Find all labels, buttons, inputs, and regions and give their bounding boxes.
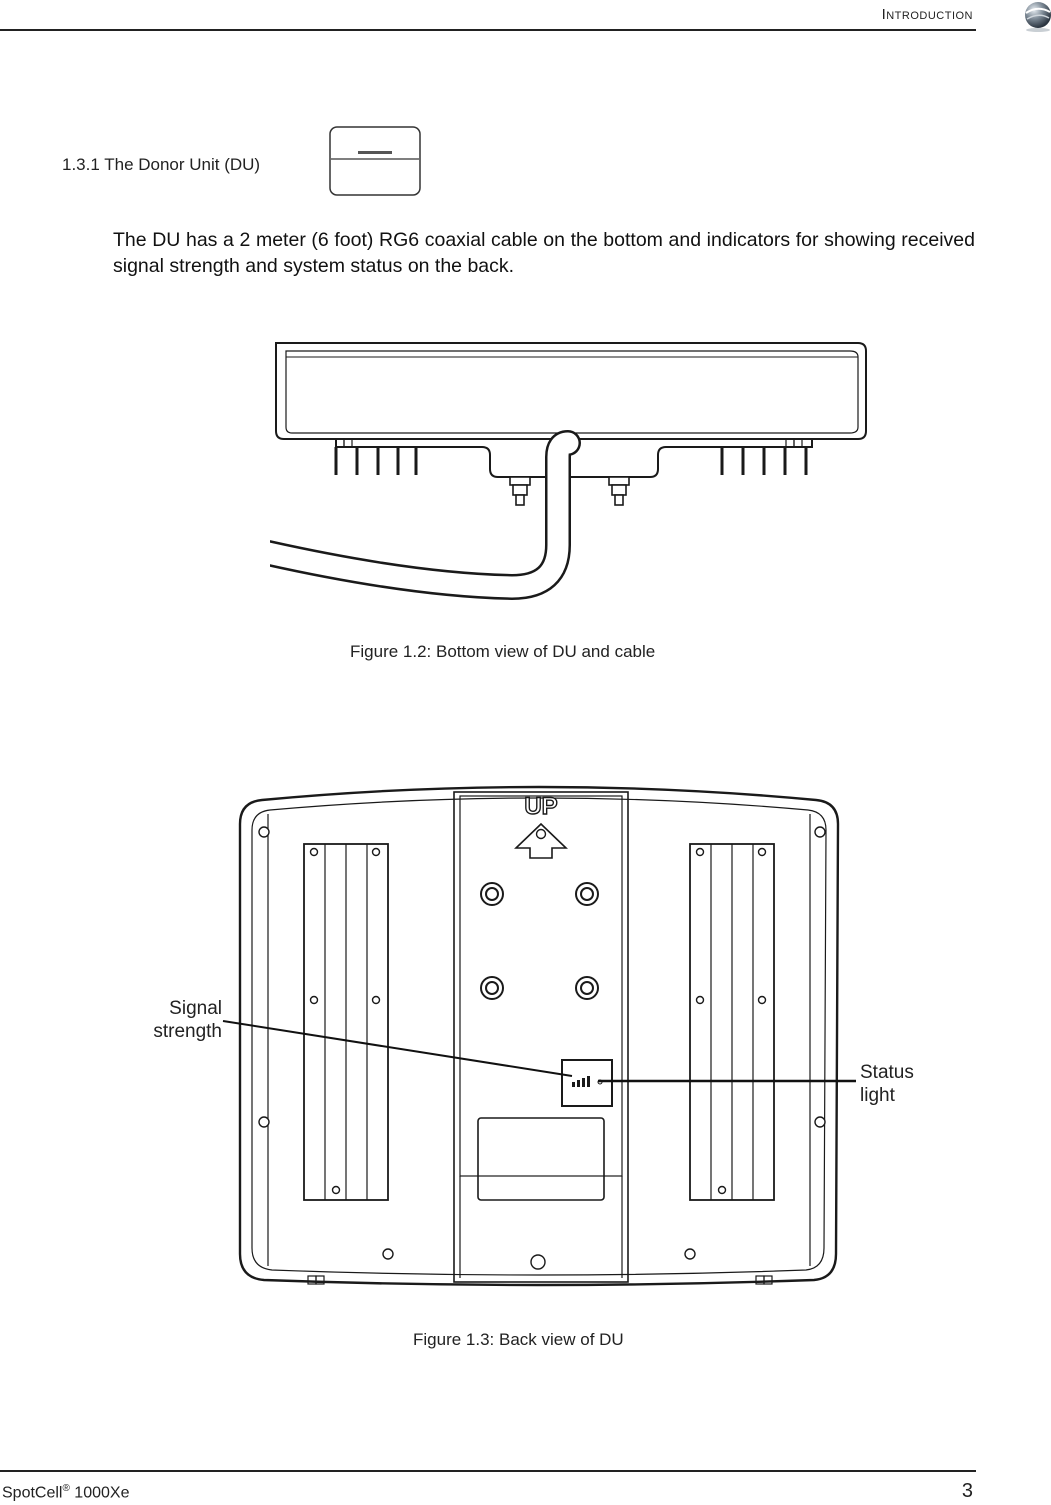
running-header-title: Introduction [881,6,973,23]
header-rule [0,29,976,31]
figure-caption-back-view: Figure 1.3: Back view of DU [413,1330,624,1349]
figure-back-view-illustration [232,778,847,1308]
donor-unit-thumbnail [328,125,422,197]
callout-signal-line2: strength [153,1021,222,1042]
page-number: 3 [961,1480,973,1502]
body-paragraph: The DU has a 2 meter (6 foot) RG6 coaxial cable on the bottom and indicators for showing received signal strength and system status on the back. [113,229,975,277]
callout-status-line2: light [860,1085,895,1106]
footer-rule [0,1470,976,1472]
footer-product-model: 1000Xe [69,1484,130,1502]
callout-status-line1: Status [860,1062,914,1083]
section-heading: 1.3.1 The Donor Unit (DU) [62,155,261,174]
callout-status-light [860,1061,914,1107]
figure-bottom-view-illustration [262,335,882,625]
footer-product-brand: SpotCell [2,1484,63,1502]
figure-caption-bottom-view: Figure 1.2: Bottom view of DU and cable [350,642,656,661]
callout-signal-strength [138,997,222,1043]
registered-mark: ® [62,1483,70,1494]
embossed-up-label: UP [524,793,558,820]
globe-logo-icon [1018,0,1051,34]
callout-signal-line1: Signal [169,998,222,1019]
footer-product-name [2,1483,129,1502]
